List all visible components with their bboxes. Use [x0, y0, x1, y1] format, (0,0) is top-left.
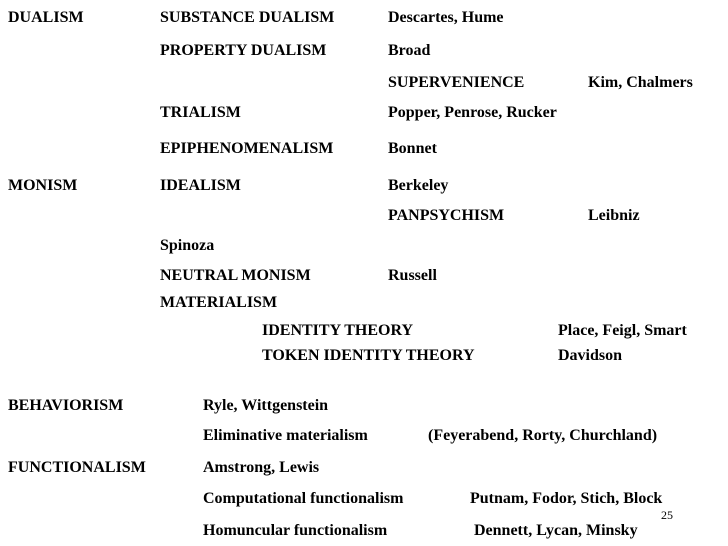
token-identity-theory-label: TOKEN IDENTITY THEORY [262, 347, 475, 364]
panpsychism-names: Leibniz [588, 207, 640, 224]
computational-functionalism-names: Putnam, Fodor, Stich, Block [470, 490, 663, 507]
behaviorism-names: Ryle, Wittgenstein [203, 397, 329, 414]
page-number: 25 [661, 508, 673, 522]
identity-theory-label: IDENTITY THEORY [262, 322, 414, 339]
materialism-label: MATERIALISM [160, 294, 278, 311]
trialism-label: TRIALISM [160, 104, 241, 121]
eliminative-materialism-label: Eliminative materialism [203, 427, 368, 444]
epiphenomenalism-label: EPIPHENOMENALISM [160, 140, 334, 157]
neutral-monism-names: Russell [388, 267, 437, 284]
spinoza-label: Spinoza [160, 237, 215, 254]
functionalism-names: Amstrong, Lewis [203, 459, 320, 476]
substance-dualism-label: SUBSTANCE DUALISM [160, 9, 335, 26]
behaviorism-heading: BEHAVIORISM [8, 397, 124, 414]
supervenience-names: Kim, Chalmers [588, 74, 693, 91]
functionalism-heading: FUNCTIONALISM [8, 459, 146, 476]
token-identity-theory-names: Davidson [558, 347, 623, 364]
homuncular-functionalism-label: Homuncular functionalism [203, 522, 388, 539]
epiphenomenalism-names: Bonnet [388, 140, 437, 157]
neutral-monism-label: NEUTRAL MONISM [160, 267, 311, 284]
panpsychism-label: PANPSYCHISM [388, 207, 505, 224]
monism-heading: MONISM [8, 177, 78, 194]
identity-theory-names: Place, Feigl, Smart [558, 322, 687, 339]
eliminative-materialism-names: (Feyerabend, Rorty, Churchland) [428, 427, 658, 444]
trialism-names: Popper, Penrose, Rucker [388, 104, 557, 121]
computational-functionalism-label: Computational functionalism [203, 490, 404, 507]
property-dualism-names: Broad [388, 42, 431, 59]
homuncular-functionalism-names: Dennett, Lycan, Minsky [474, 522, 638, 539]
substance-dualism-names: Descartes, Hume [388, 9, 504, 26]
idealism-names: Berkeley [388, 177, 449, 194]
idealism-label: IDEALISM [160, 177, 241, 194]
dualism-heading: DUALISM [8, 9, 84, 26]
supervenience-label: SUPERVENIENCE [388, 74, 525, 91]
property-dualism-label: PROPERTY DUALISM [160, 42, 327, 59]
